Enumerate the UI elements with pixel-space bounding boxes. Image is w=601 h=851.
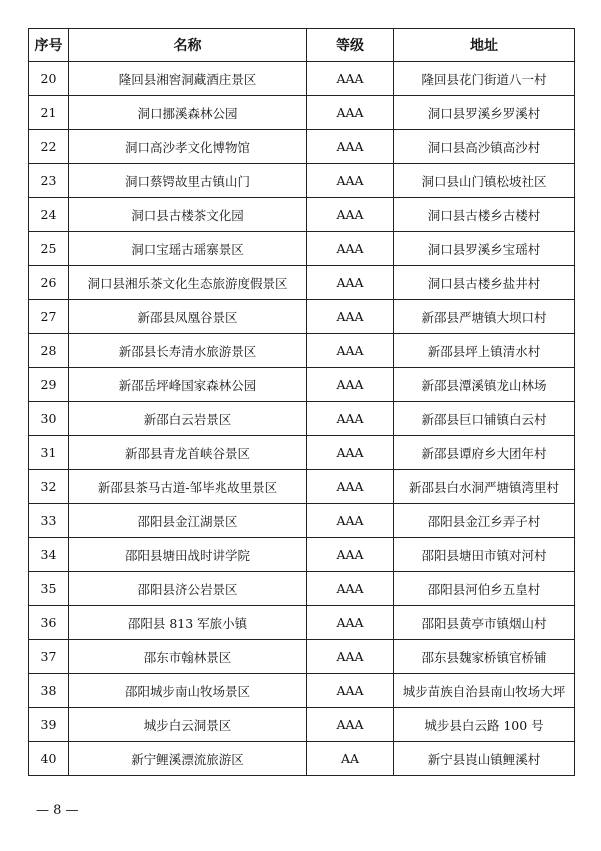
row-grade: AAA [307, 504, 394, 538]
row-index: 25 [29, 232, 69, 266]
row-index: 39 [29, 708, 69, 742]
row-index: 26 [29, 266, 69, 300]
row-index: 40 [29, 742, 69, 776]
row-address: 邵阳县金江乡弄子村 [394, 504, 575, 538]
table-row [29, 674, 575, 708]
row-grade: AAA [307, 368, 394, 402]
row-index: 20 [29, 62, 69, 96]
row-address: 新邵县坪上镇清水村 [394, 334, 575, 368]
page-number: — 8 — [36, 803, 79, 818]
row-address: 洞口县山门镇松坡社区 [394, 164, 575, 198]
row-index: 35 [29, 572, 69, 606]
row-name: 洞口挪溪森林公园 [69, 96, 307, 130]
row-grade: AAA [307, 164, 394, 198]
table-row [29, 470, 575, 504]
row-name: 新邵岳坪峰国家森林公园 [69, 368, 307, 402]
table-row [29, 232, 575, 266]
row-address: 新邵县潭溪镇龙山林场 [394, 368, 575, 402]
row-name: 邵东市翰林景区 [69, 640, 307, 674]
row-address: 邵阳县塘田市镇对河村 [394, 538, 575, 572]
row-name: 新宁鲤溪漂流旅游区 [69, 742, 307, 776]
row-grade: AAA [307, 266, 394, 300]
row-index: 37 [29, 640, 69, 674]
row-name: 新邵县青龙首峡谷景区 [69, 436, 307, 470]
header-name: 名称 [69, 29, 307, 62]
row-index: 34 [29, 538, 69, 572]
row-address: 新宁县崀山镇鲤溪村 [394, 742, 575, 776]
table-row [29, 504, 575, 538]
row-name: 城步白云洞景区 [69, 708, 307, 742]
row-address: 新邵县巨口铺镇白云村 [394, 402, 575, 436]
row-address: 新邵县严塘镇大坝口村 [394, 300, 575, 334]
row-index: 31 [29, 436, 69, 470]
row-grade: AAA [307, 402, 394, 436]
table-row [29, 96, 575, 130]
table-row [29, 368, 575, 402]
header-address: 地址 [394, 29, 575, 62]
row-name: 洞口县湘乐茶文化生态旅游度假景区 [69, 266, 307, 300]
row-address: 洞口县罗溪乡宝瑶村 [394, 232, 575, 266]
row-grade: AAA [307, 470, 394, 504]
row-grade: AAA [307, 334, 394, 368]
row-index: 28 [29, 334, 69, 368]
table-row [29, 606, 575, 640]
row-name: 洞口宝瑶古瑶寨景区 [69, 232, 307, 266]
table-row [29, 436, 575, 470]
row-grade: AAA [307, 198, 394, 232]
table-row [29, 300, 575, 334]
row-address: 洞口县罗溪乡罗溪村 [394, 96, 575, 130]
row-name: 邵阳县 813 军旅小镇 [69, 606, 307, 640]
row-address: 邵阳县黄亭市镇烟山村 [394, 606, 575, 640]
row-index: 29 [29, 368, 69, 402]
row-address: 邵东县魏家桥镇官桥铺 [394, 640, 575, 674]
row-grade: AAA [307, 130, 394, 164]
row-index: 38 [29, 674, 69, 708]
header-grade: 等级 [307, 29, 394, 62]
table-row [29, 708, 575, 742]
table-row [29, 572, 575, 606]
row-address: 洞口县古楼乡古楼村 [394, 198, 575, 232]
row-address: 隆回县花门街道八一村 [394, 62, 575, 96]
row-grade: AAA [307, 232, 394, 266]
row-grade: AAA [307, 436, 394, 470]
row-grade: AAA [307, 640, 394, 674]
row-address: 城步苗族自治县南山牧场大坪 [394, 674, 575, 708]
table-row [29, 402, 575, 436]
row-index: 36 [29, 606, 69, 640]
row-name: 隆回县湘窖洞藏酒庄景区 [69, 62, 307, 96]
scenic-area-table [28, 28, 575, 776]
row-index: 33 [29, 504, 69, 538]
table-row [29, 742, 575, 776]
table-row [29, 164, 575, 198]
row-address: 邵阳县河伯乡五皇村 [394, 572, 575, 606]
row-address: 新邵县白水洞严塘镇湾里村 [394, 470, 575, 504]
table-body [29, 62, 575, 776]
row-grade: AAA [307, 300, 394, 334]
row-grade: AAA [307, 708, 394, 742]
header-index: 序号 [29, 29, 69, 62]
row-grade: AA [307, 742, 394, 776]
row-name: 洞口高沙孝文化博物馆 [69, 130, 307, 164]
row-name: 新邵县凤凰谷景区 [69, 300, 307, 334]
row-grade: AAA [307, 606, 394, 640]
row-grade: AAA [307, 572, 394, 606]
table-row [29, 640, 575, 674]
row-name: 邵阳城步南山牧场景区 [69, 674, 307, 708]
row-grade: AAA [307, 62, 394, 96]
table-header-row [29, 29, 575, 62]
table-row [29, 62, 575, 96]
row-name: 邵阳县金江湖景区 [69, 504, 307, 538]
row-grade: AAA [307, 96, 394, 130]
row-index: 30 [29, 402, 69, 436]
row-name: 新邵县茶马古道-邹毕兆故里景区 [69, 470, 307, 504]
row-grade: AAA [307, 538, 394, 572]
row-address: 城步县白云路 100 号 [394, 708, 575, 742]
row-address: 新邵县谭府乡大团年村 [394, 436, 575, 470]
row-name: 新邵白云岩景区 [69, 402, 307, 436]
row-index: 27 [29, 300, 69, 334]
table-row [29, 334, 575, 368]
row-index: 24 [29, 198, 69, 232]
table-row [29, 538, 575, 572]
row-name: 洞口县古楼茶文化园 [69, 198, 307, 232]
row-index: 23 [29, 164, 69, 198]
table-row [29, 198, 575, 232]
row-index: 32 [29, 470, 69, 504]
row-index: 22 [29, 130, 69, 164]
row-grade: AAA [307, 674, 394, 708]
row-address: 洞口县高沙镇高沙村 [394, 130, 575, 164]
row-name: 邵阳县济公岩景区 [69, 572, 307, 606]
row-name: 洞口蔡锷故里古镇山门 [69, 164, 307, 198]
row-address: 洞口县古楼乡盐井村 [394, 266, 575, 300]
row-name: 新邵县长寿清水旅游景区 [69, 334, 307, 368]
table-row [29, 130, 575, 164]
row-index: 21 [29, 96, 69, 130]
table-row [29, 266, 575, 300]
row-name: 邵阳县塘田战时讲学院 [69, 538, 307, 572]
